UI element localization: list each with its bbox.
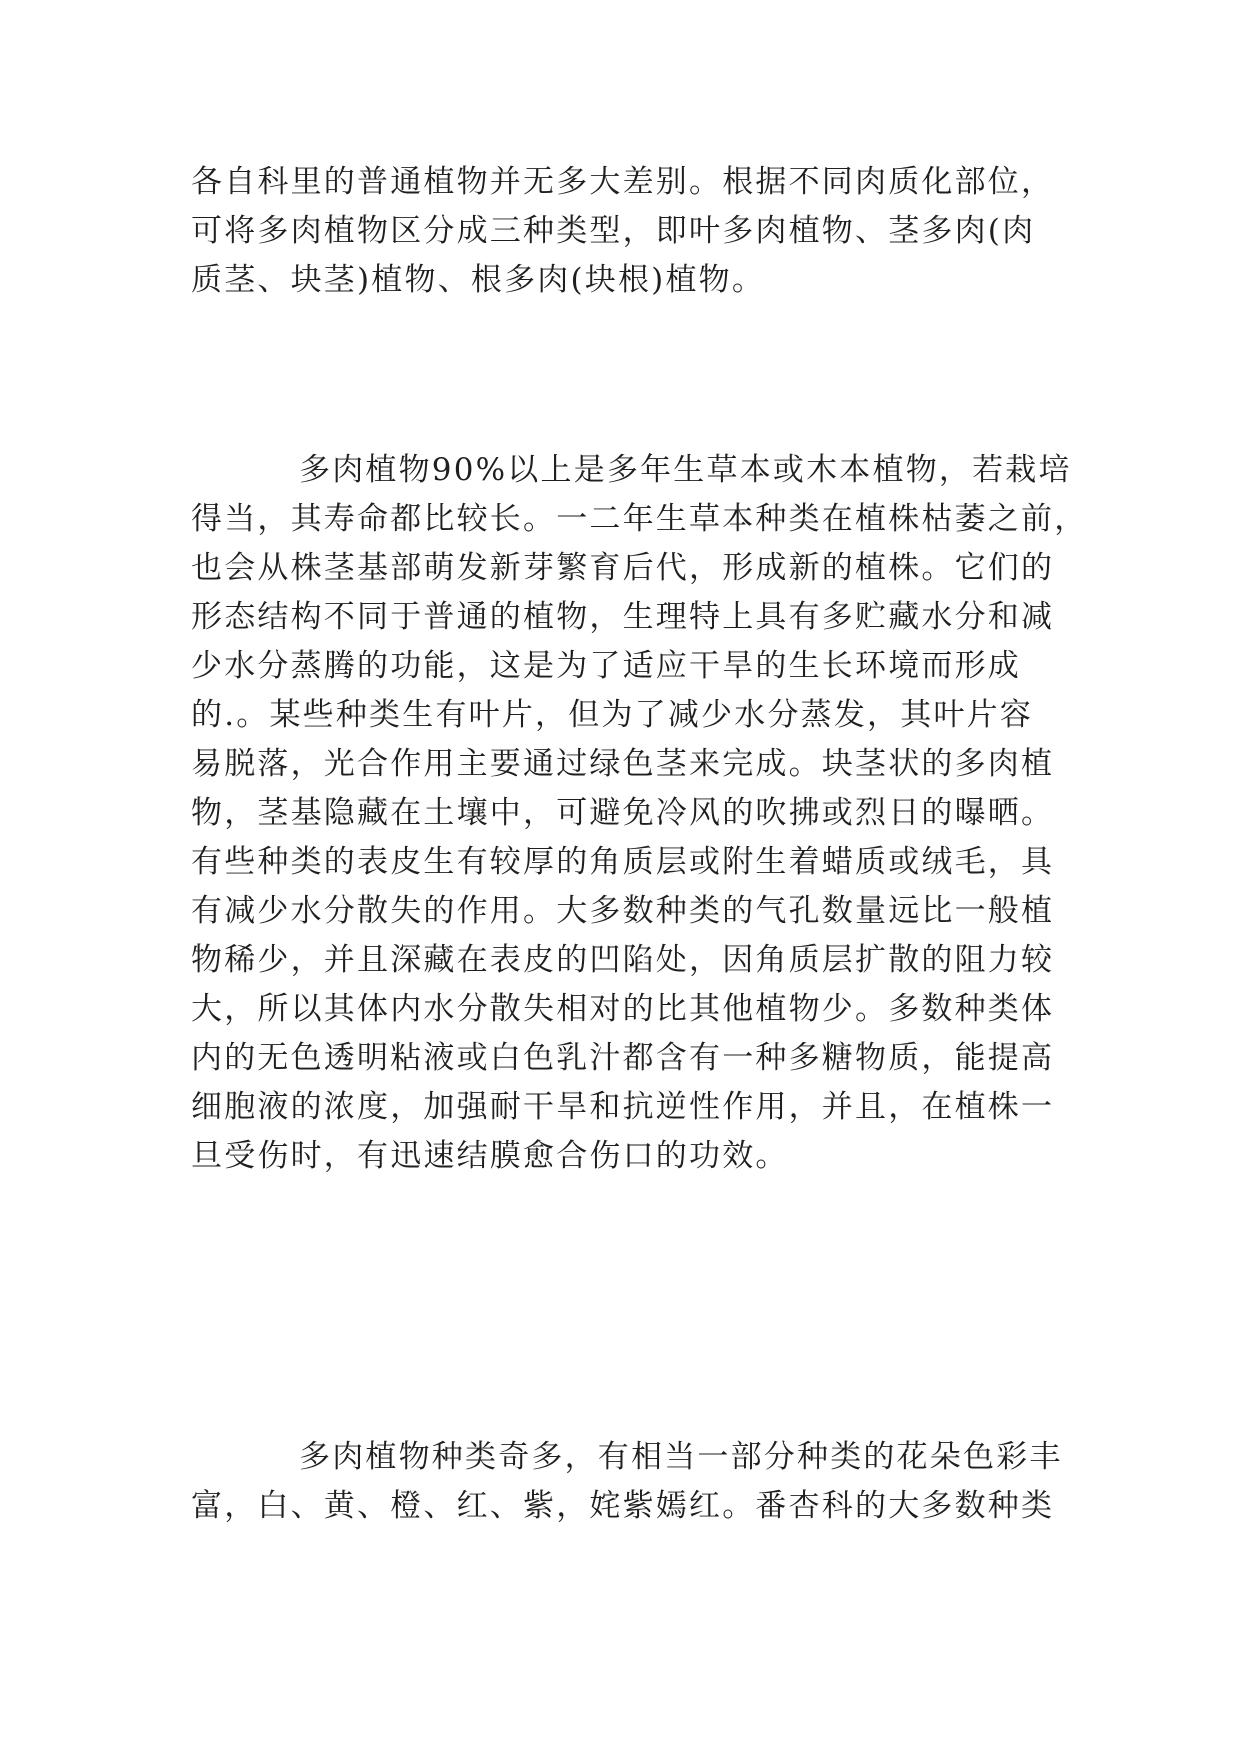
paragraph-1 <box>191 158 1055 305</box>
text-line: 物稀少，并且深藏在表皮的凹陷处，因角质层扩散的阻力较 <box>191 942 1055 978</box>
paragraph-3 <box>191 1433 1063 1531</box>
paragraph-2 <box>191 446 1088 1181</box>
text-line: 有减少水分散失的作用。大多数种类的气孔数量远比一般植 <box>191 893 1055 929</box>
text-line: 各自科里的普通植物并无多大差别。根据不同肉质化部位， <box>191 164 1055 200</box>
text-line: 富，白、黄、橙、红、紫，姹紫嫣红。番杏科的大多数种类 <box>191 1488 1055 1524</box>
text-line: 形态结构不同于普通的植物，生理特上具有多贮藏水分和减 <box>191 599 1055 635</box>
text-line: 细胞液的浓度，加强耐干旱和抗逆性作用，并且，在植株一 <box>191 1089 1055 1125</box>
text-line: 也会从株茎基部萌发新芽繁育后代，形成新的植株。它们的 <box>191 550 1055 586</box>
text-line: 有些种类的表皮生有较厚的角质层或附生着蜡质或绒毛，具 <box>191 844 1055 880</box>
text-line-first: 多肉植物90%以上是多年生草本或木本植物，若栽培 <box>299 452 1072 488</box>
text-line: 旦受伤时，有迅速结膜愈合伤口的功效。 <box>191 1138 789 1174</box>
text-line: 内的无色透明粘液或白色乳汁都含有一种多糖物质，能提高 <box>191 1040 1055 1076</box>
text-line: 的.。某些种类生有叶片，但为了减少水分蒸发，其叶片容 <box>191 697 1034 733</box>
text-line-first: 多肉植物种类奇多，有相当一部分种类的花朵色彩丰 <box>299 1439 1063 1475</box>
text-line: 易脱落，光合作用主要通过绿色茎来完成。块茎状的多肉植 <box>191 746 1055 782</box>
text-line: 得当，其寿命都比较长。一二年生草本种类在植株枯萎之前， <box>191 501 1088 537</box>
text-line: 物，茎基隐藏在土壤中，可避免冷风的吹拂或烈日的曝晒。 <box>191 795 1055 831</box>
text-line: 大，所以其体内水分散失相对的比其他植物少。多数种类体 <box>191 991 1055 1027</box>
text-line: 少水分蒸腾的功能，这是为了适应干旱的生长环境而形成 <box>191 648 1021 684</box>
text-line: 质茎、块茎)植物、根多肉(块根)植物。 <box>191 262 766 298</box>
text-line: 可将多肉植物区分成三种类型，即叶多肉植物、茎多肉(肉 <box>191 213 1036 249</box>
